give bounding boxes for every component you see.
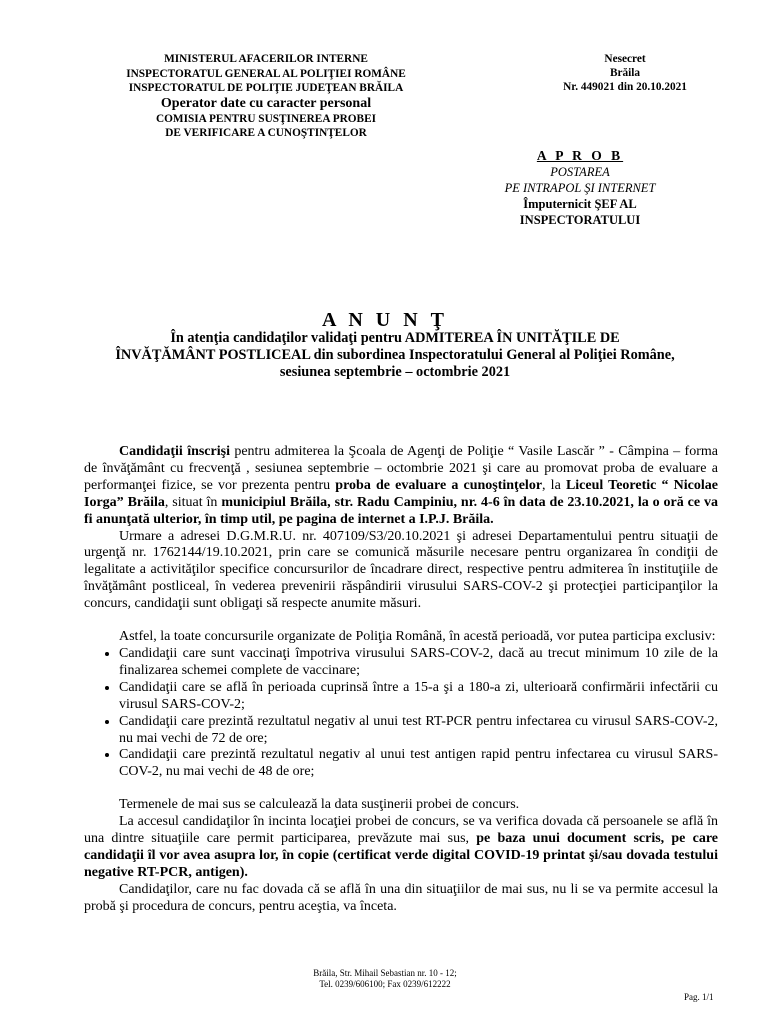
header-line-ipj: INSPECTORATUL DE POLIŢIE JUDEŢEAN BRĂILA [128,82,404,95]
p1-span-6: , la [542,477,566,493]
institution-header [96,52,436,141]
header-line-commission-2: DE VERIFICARE A CUNOŞTINŢELOR [165,127,367,140]
footer-line-1: Brăila, Str. Mihail Sebastian nr. 10 - 12; [313,968,457,978]
paragraph-3: Astfel, la toate concursurile organizate de Poliţia Română, în acestă perioadă, vor putea participa exclusiv: [119,629,716,645]
footer-line-2: Tel. 0239/606100; Fax 0239/612222 [319,979,451,989]
document-reference [540,52,710,94]
p1-span-5: proba de evaluare a cunoştinţelor [335,477,543,493]
paragraph-2: Urmare a adresei D.G.M.R.U. nr. 407109/S3/20.10.2021 şi adresei Departamentului pentru situaţii de urgenţă nr. 1762144/19.10.2021, prin care se comunică măsurile necesare pentru organizarea în condiţii de legalitate a activităţilor specifice concursurilor de încadrare direct, respective pentru admiterea în instituţiile de învăţământ postliceal, în vederea prevenirii răspândirii virusului SARS-COV-2 şi protecţiei participanţilor la concurs, candidaţii sunt obligaţi să respecte anumite măsuri. [84,528,718,612]
approval-line-1: POSTAREA [550,165,610,179]
paragraph-4: Termenele de mai sus se calculează la data susţinerii probei de concurs. [119,797,520,813]
p1-span-8: , situat în [164,494,222,510]
list-item: • Candidaţii care prezintă rezultatul negativ al unui test antigen rapid pentru infectarea cu virusul SARS-COV-2, nu mai vechi de 48 de ore; [119,747,718,781]
list-item: • Candidaţii care prezintă rezultatul negativ al unui test RT-PCR pentru infectarea cu virusul SARS-COV-2, nu mai vechi de 72 de ore; [119,714,718,748]
p1-span-4: pentru admiterea la Şcoala de Agenţi de Poliţie “ Vasile Lascăr ” - Câmpina – forma de învăţământ cu frecvenţă , sesiunea septembrie – octombrie 2021 şi care au promovat proba de evaluare a performanţei fizice, se vor prezenta pentru [84,444,718,493]
paragraph-5 [84,814,718,882]
footer-address [0,968,770,990]
p1-span-3: înscrişi [187,444,230,459]
list-item: • Candidaţii care sunt vaccinaţi împotriva virusului SARS-COV-2, dacă au trecut minimum 10 zile de la finalizarea schemei complete de vaccinare; [119,646,718,680]
subtitle-line-1: În atenţia candidaţilor validaţi pentru ADMITEREA ÎN UNITĂŢILE DE [170,330,620,346]
header-line-operator: Operator date cu caracter personal [160,95,372,111]
p5-span-2: pe baza unui document scris, pe care candidaţii îl vor avea asupra lor, în copie (certificat verde digital COVID-19 printat şi/sau dovada testului negative RT-PCR, antigen). [84,831,718,880]
header-line-igpr: INSPECTORATUL GENERAL AL POLIŢIEI ROMÂNE [126,67,406,80]
approval-title: A P R O B [536,148,624,163]
paragraph-1 [84,444,718,529]
p5-span-1: La accesul candidaţilor în incinta locaţiei probei de concurs, se va verifica dovada că persoanele se află în una dintre situaţiile care permit participarea, prevăzute mai sus, [84,814,718,847]
list-item: • Candidaţii care se află în perioada cuprinsă între a 15-a şi a 180-a zi, ulterioară confirmării infectării cu virusul SARS-COV-2; [119,680,718,714]
approval-line-4: INSPECTORATULUI [519,213,641,227]
registration-number: Nr. 449021 din 20.10.2021 [563,81,687,93]
location-label: Brăila [609,67,641,79]
page-number: Pag. 1/1 [684,992,714,1002]
subtitle-line-2: ÎNVĂŢĂMÂNT POSTLICEAL din subordinea Inspectoratului General al Poliţiei Române, [115,347,675,363]
header-line-commission: COMISIA PENTRU SUSŢINEREA PROBEI [155,112,377,125]
announcement-title: A N U N Ţ [321,309,448,331]
p1-span-7: Liceul Teoretic “ Nicolae Iorga” Brăila [84,477,718,510]
paragraph-6: Candidaţilor, care nu fac dovada că se află în una din situaţiilor de mai sus, nu li se va permite accesul la probă şi procedura de concurs, pentru aceştia, va înceta. [84,881,718,914]
p1-span-1: Candidaţii [119,444,183,459]
header-line-ministry: MINISTERUL AFACERILOR INTERNE [164,53,368,65]
eligibility-list [84,646,718,781]
classification-label: Nesecret [604,53,646,65]
approval-line-3: Împuternicit ŞEF AL [523,197,637,211]
p1-span-9: municipiul Brăila, str. Radu Campiniu, nr. 4-6 în data de 23.10.2021, la o oră ce va fi anunţată ulterior, în timp util, pe pagina de internet a I.P.J. Brăila. [84,494,718,527]
approval-line-2: PE INTRAPOL ŞI INTERNET [504,181,656,195]
subtitle-line-3: sesiunea septembrie – octombrie 2021 [279,364,511,380]
announcement-subtitle [70,330,720,381]
approval-block [470,148,690,228]
document-body [84,444,718,916]
